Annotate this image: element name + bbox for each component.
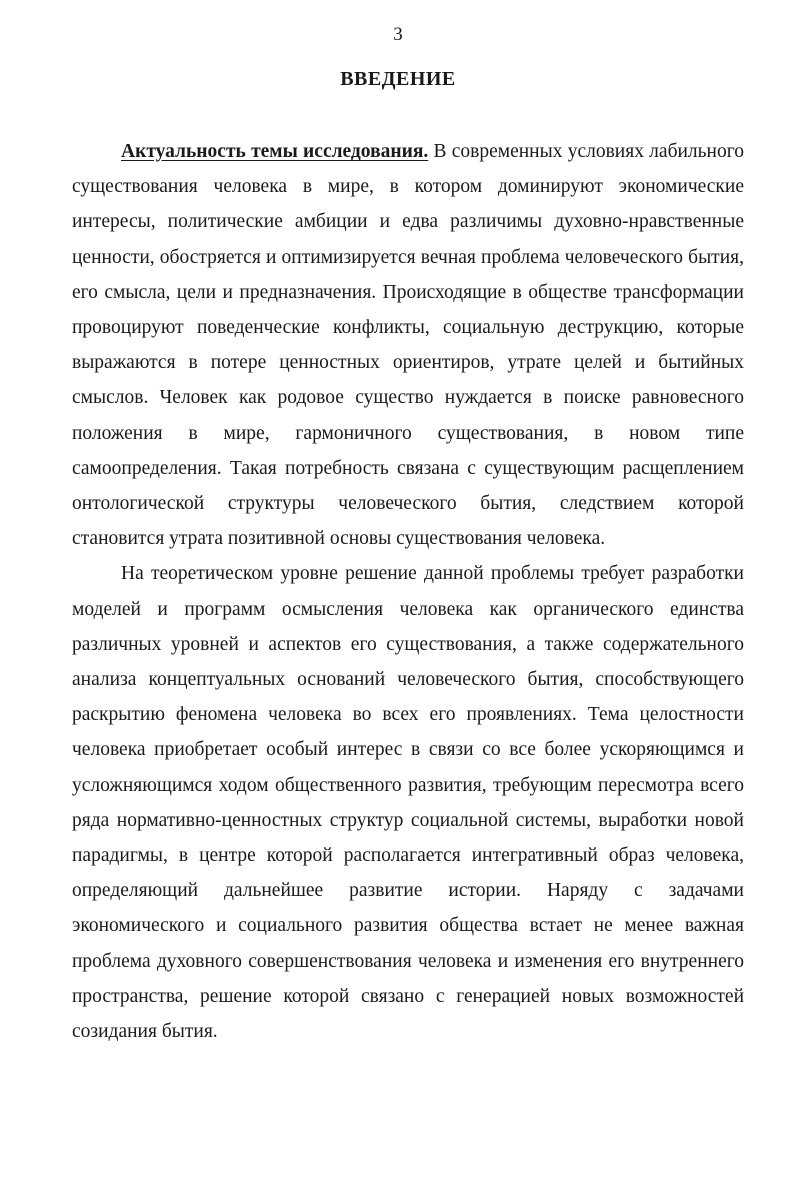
paragraph-text: В современных условиях лабильного существования человека в мире, в котором доминируют экономические интересы, политические амбиции и едва различимы духовно-нравственные ценности, обостряется и оптимизируется вечная проблема человеческого бытия, его смысла, цели и предназначения. Происходящие в обществе трансформации провоцируют поведенческие конфликты, социальную деструкцию, которые выражаются в потере ценностных ориентиров, утрате целей и бытийных смыслов. Человек как родовое существо нуждается в поиске равновесного положения в мире, гармоничного существования, в новом типе самоопределения. Такая потребность связана с существующим расщеплением онтологической структуры человеческого бытия, следствием которой становится утрата позитивной основы существования человека. [72,141,745,550]
body-text [72,134,744,1049]
paragraph-theory [72,556,744,1049]
paragraph-relevance [72,134,744,556]
paragraph-lead: Актуальность темы исследования. [121,141,429,162]
paragraph-text: На теоретическом уровне решение данной проблемы требует разработки моделей и программ осмысления человека как органического единства различных уровней и аспектов его существования, а также содержательного анализа концептуальных оснований человеческого бытия, способствующего раскрытию феномена человека во всех его проявлениях. Тема целостности человека приобретает особый интерес в связи со все более ускоряющимся и усложняющимся ходом общественного развития, требующим пересмотра всего ряда нормативно-ценностных структур социальной системы, выработки новой парадигмы, в центре которой располагается интегративный образ человека, определяющий дальнейшее развитие истории. Наряду с задачами экономического и социального развития общества встает не менее важная проблема духовного совершенствования человека и изменения его внутреннего пространства, решение которой связано с генерацией новых возможностей созидания бытия. [72,563,744,1043]
page-number: 3 [393,24,403,45]
page-title: ВВЕДЕНИЕ [340,68,456,90]
